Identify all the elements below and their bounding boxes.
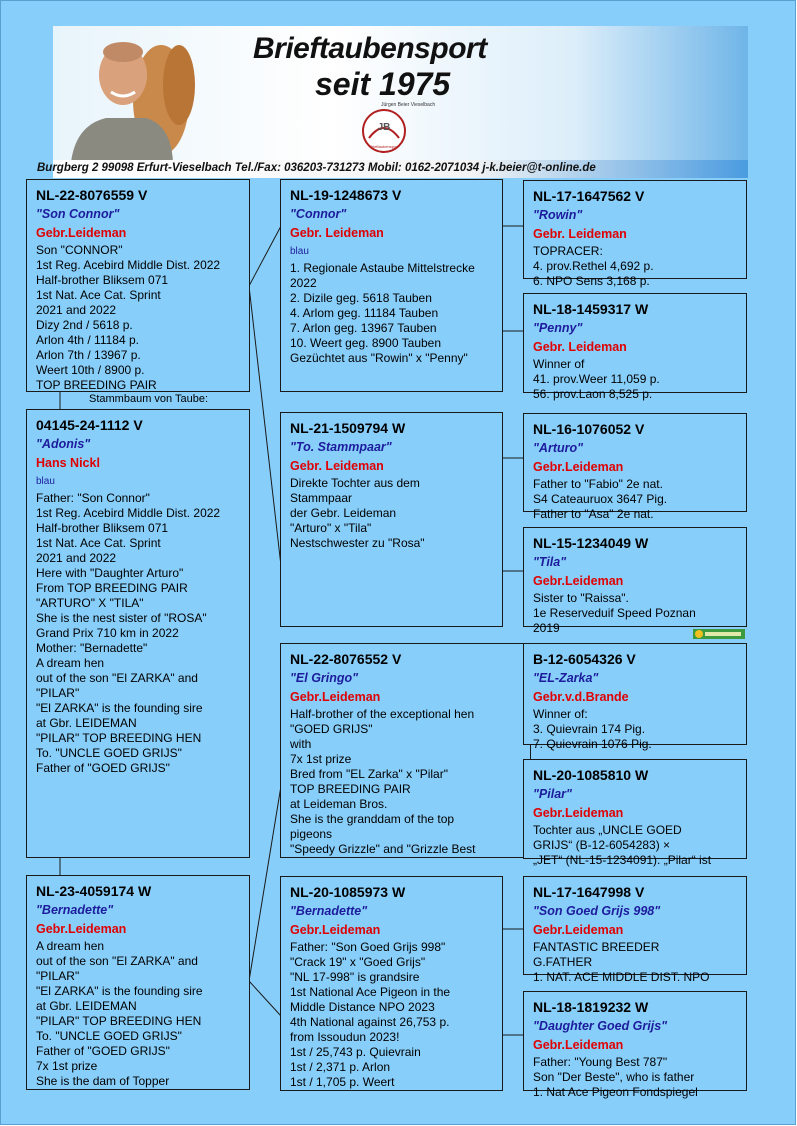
pigeon-name: "El Gringo" [290, 671, 359, 685]
pigeon-card-grandparent-1 [280, 179, 503, 392]
pigeon-card-mother [26, 875, 250, 1090]
breeder-name: Gebr. Leideman [533, 340, 627, 354]
pigeon-card-great-grandparent-3 [523, 413, 747, 521]
pigeon-info: Father to "Fabio" 2e nat. S4 Cateauruox 3647 Pig. Father to "Asa" 2e nat. [533, 477, 668, 521]
pigeon-info: 1. Regionale Astaube Mittelstrecke 2022 2. Dizile geg. 5618 Tauben 4. Arlom geg. 11184 Tauben 7. Arlon geg. 13967 Tauben 10. Weert geg. 8900 Tauben Gezüchtet aus "Rowin" x "Penny" [290, 261, 475, 365]
pigeon-name: "To. Stammpaar" [290, 440, 392, 454]
pigeon-info: Direkte Tochter aus dem Stammpaar der Gebr. Leideman "Arturo" x "Tila" Nestschwester zu "Rosa" [290, 476, 425, 550]
pigeon-name: "Pilar" [533, 787, 572, 801]
contact-bar [37, 160, 748, 178]
ring-number: NL-16-1076052 V [533, 421, 645, 437]
pigeon-name: "Son Goed Grijs 998" [533, 904, 661, 918]
breeder-name: Gebr.v.d.Brande [533, 690, 629, 704]
banner-title: Brieftaubensport [253, 32, 487, 65]
breeder-name: Gebr.Leideman [290, 690, 381, 704]
ring-number: B-12-6054326 V [533, 651, 636, 667]
breeder-name: Gebr. Leideman [290, 226, 384, 240]
pigeon-info: FANTASTIC BREEDER G.FATHER 1. NAT. ACE MIDDLE DIST. NPO [533, 940, 710, 984]
pigeon-card-great-grandparent-6 [523, 759, 747, 867]
pigeon-color: blau [36, 476, 55, 487]
pigeon-info: Tochter aus „UNCLE GOED GRIJS“ (B-12-6054283) × „JET“ (NL-15-1234091). „Pilar“ ist [533, 823, 712, 867]
pigeon-card-grandparent-3 [280, 643, 531, 858]
breeder-name: Gebr.Leideman [533, 806, 624, 820]
ring-number: NL-22-8076552 V [290, 651, 402, 667]
pigeon-card-great-grandparent-1 [523, 180, 747, 288]
pigeon-info: Father: "Son Connor" 1st Reg. Acebird Middle Dist. 2022 Half-brother Bliksem 071 1st Nat. Ace Cat. Sprint 2021 and 2022 Here with "Daughter Arturo" From TOP BREEDING PAIR "ARTURO" X "TILA" She is the nest sister of "ROSA" Grand Prix 710 km in 2022 Mother: "Bernadette" A dream hen out of the son "El ZARKA" and "PILAR" "El ZARKA" is the founding sire at Gbr. LEIDEMAN "PILAR" TOP BREEDING HEN To. "UNCLE GOED GRIJS" Father of "GOED GRIJS" [36, 491, 221, 775]
pigeon-info: Father: "Son Goed Grijs 998" "Crack 19" x "Goed Grijs" "NL 17-998" is grandsire 1st National Ace Pigeon in the Middle Distance NPO 2023 4th National against 26,753 p. from Issoudun 2023! 1st / 25,743 p. Quievrain 1st / 2,371 p. Arlon 1st / 1,705 p. Weert [290, 940, 451, 1089]
breeder-name: Gebr.Leideman [36, 922, 127, 936]
pigeon-name: "Bernadette" [290, 904, 368, 918]
ring-number: NL-18-1819232 W [533, 999, 649, 1015]
pigeon-name: "Bernadette" [36, 903, 114, 917]
pigeon-info: Winner of: 3. Quievrain 174 Pig. 7. Quievrain 1076 Pig. [533, 707, 652, 751]
ring-number: NL-18-1459317 W [533, 301, 649, 317]
ring-number: NL-21-1509794 W [290, 420, 406, 436]
pigeon-name: "Son Connor" [36, 207, 120, 221]
pedigree-caption: Stammbaum von Taube: [89, 393, 209, 405]
breeder-photo [61, 30, 201, 162]
pigeon-card-great-grandparent-4 [523, 527, 747, 635]
breeder-name: Gebr.Leideman [290, 923, 381, 937]
breeder-name: Gebr.Leideman [533, 1038, 624, 1052]
breeder-name: Gebr.Leideman [533, 574, 624, 588]
pigeon-card-grandparent-4 [280, 876, 503, 1091]
svg-text:JB: JB [377, 122, 391, 133]
breeder-name: Gebr. Leideman [290, 459, 384, 473]
pigeon-name: "Daughter Goed Grijs" [533, 1019, 668, 1033]
banner-subtitle: seit 1975 [315, 66, 451, 102]
ring-number: NL-19-1248673 V [290, 187, 402, 203]
ring-number: NL-23-4059174 W [36, 883, 152, 899]
pigeon-name: "Rowin" [533, 208, 583, 222]
pigeon-color: blau [290, 246, 309, 257]
breeder-name: Gebr. Leideman [533, 227, 627, 241]
pigeon-card-great-grandparent-7 [523, 876, 747, 984]
pigeon-info: Winner of 41. prov.Weer 11,059 p. 56. prov.Laon 8,525 p. [533, 357, 660, 401]
ring-number: NL-15-1234049 W [533, 535, 649, 551]
pigeon-name: "Penny" [533, 321, 583, 335]
ring-number: 04145-24-1112 V [36, 417, 143, 433]
pigeon-info: Son "CONNOR" 1st Reg. Acebird Middle Dist. 2022 Half-brother Bliksem 071 1st Nat. Ace Cat. Sprint 2021 and 2022 Dizy 2nd / 5618 p. Arlon 4th / 11184 p. Arlon 7th / 13967 p. Weert 10th / 8900 p. TOP BREEDING PAIR [36, 243, 221, 392]
pigeon-name: "Connor" [290, 207, 347, 221]
club-logo [361, 108, 407, 154]
ring-number: NL-20-1085973 W [290, 884, 406, 900]
pigeon-name: "Tila" [533, 555, 567, 569]
pigeon-info: Father: "Young Best 787" Son "Der Beste", who is father 1. Nat Ace Pigeon Fondspiegel [533, 1055, 698, 1099]
pigeon-name: "EL-Zarka" [533, 671, 599, 685]
pigeon-card-grandparent-2 [280, 412, 503, 627]
breeder-name: Gebr.Leideman [533, 460, 624, 474]
pigeon-info: Sister to "Raissa". 1e Reserveduif Speed Poznan 2019 [533, 591, 696, 635]
breeder-name: Gebr.Leideman [36, 226, 127, 240]
pigeon-info: A dream hen out of the son "El ZARKA" and "PILAR" "El ZARKA" is the founding sire at Gbr. LEIDEMAN "PILAR" TOP BREEDING HEN To. "UNCLE GOED GRIJS" Father of "GOED GRIJS" 7x 1st prize She is the dam of Topper [36, 939, 203, 1088]
pigeon-card-great-grandparent-8 [523, 991, 747, 1099]
contact-text: Burgberg 2 99098 Erfurt-Vieselbach Tel./Fax: 036203-731273 Mobil: 0162-2071034 j-k.beier@t-online.de [37, 162, 596, 174]
svg-text:Brieftaubensport: Brieftaubensport [369, 144, 399, 149]
pigeon-name: "Adonis" [36, 437, 91, 451]
ring-number: NL-20-1085810 W [533, 767, 649, 783]
ring-number: NL-17-1647998 V [533, 884, 645, 900]
pigeon-card-great-grandparent-2 [523, 293, 747, 401]
pigeon-card-great-grandparent-5 [523, 643, 747, 751]
pigeon-card-subject [26, 409, 250, 858]
ring-number: NL-22-8076559 V [36, 187, 148, 203]
ring-number: NL-17-1647562 V [533, 188, 645, 204]
small-logo [693, 628, 745, 640]
header-banner [53, 26, 748, 178]
breeder-name: Gebr.Leideman [533, 923, 624, 937]
logo-caption: Jürgen Beier Vieselbach [381, 102, 436, 108]
breeder-name: Hans Nickl [36, 456, 100, 470]
pigeon-info: TOPRACER: 4. prov.Rethel 4,692 p. 6. NPO Sens 3,168 p. [533, 244, 654, 288]
pigeon-card-father [26, 179, 250, 392]
pigeon-name: "Arturo" [533, 441, 584, 455]
pigeon-info: Half-brother of the exceptional hen "GOED GRIJS" with 7x 1st prize Bred from "EL Zarka" x "Pilar" TOP BREEDING PAIR at Leideman Bros. She is the granddam of the top pigeons "Speedy Grizzle" and "Grizzle Best [290, 707, 476, 856]
